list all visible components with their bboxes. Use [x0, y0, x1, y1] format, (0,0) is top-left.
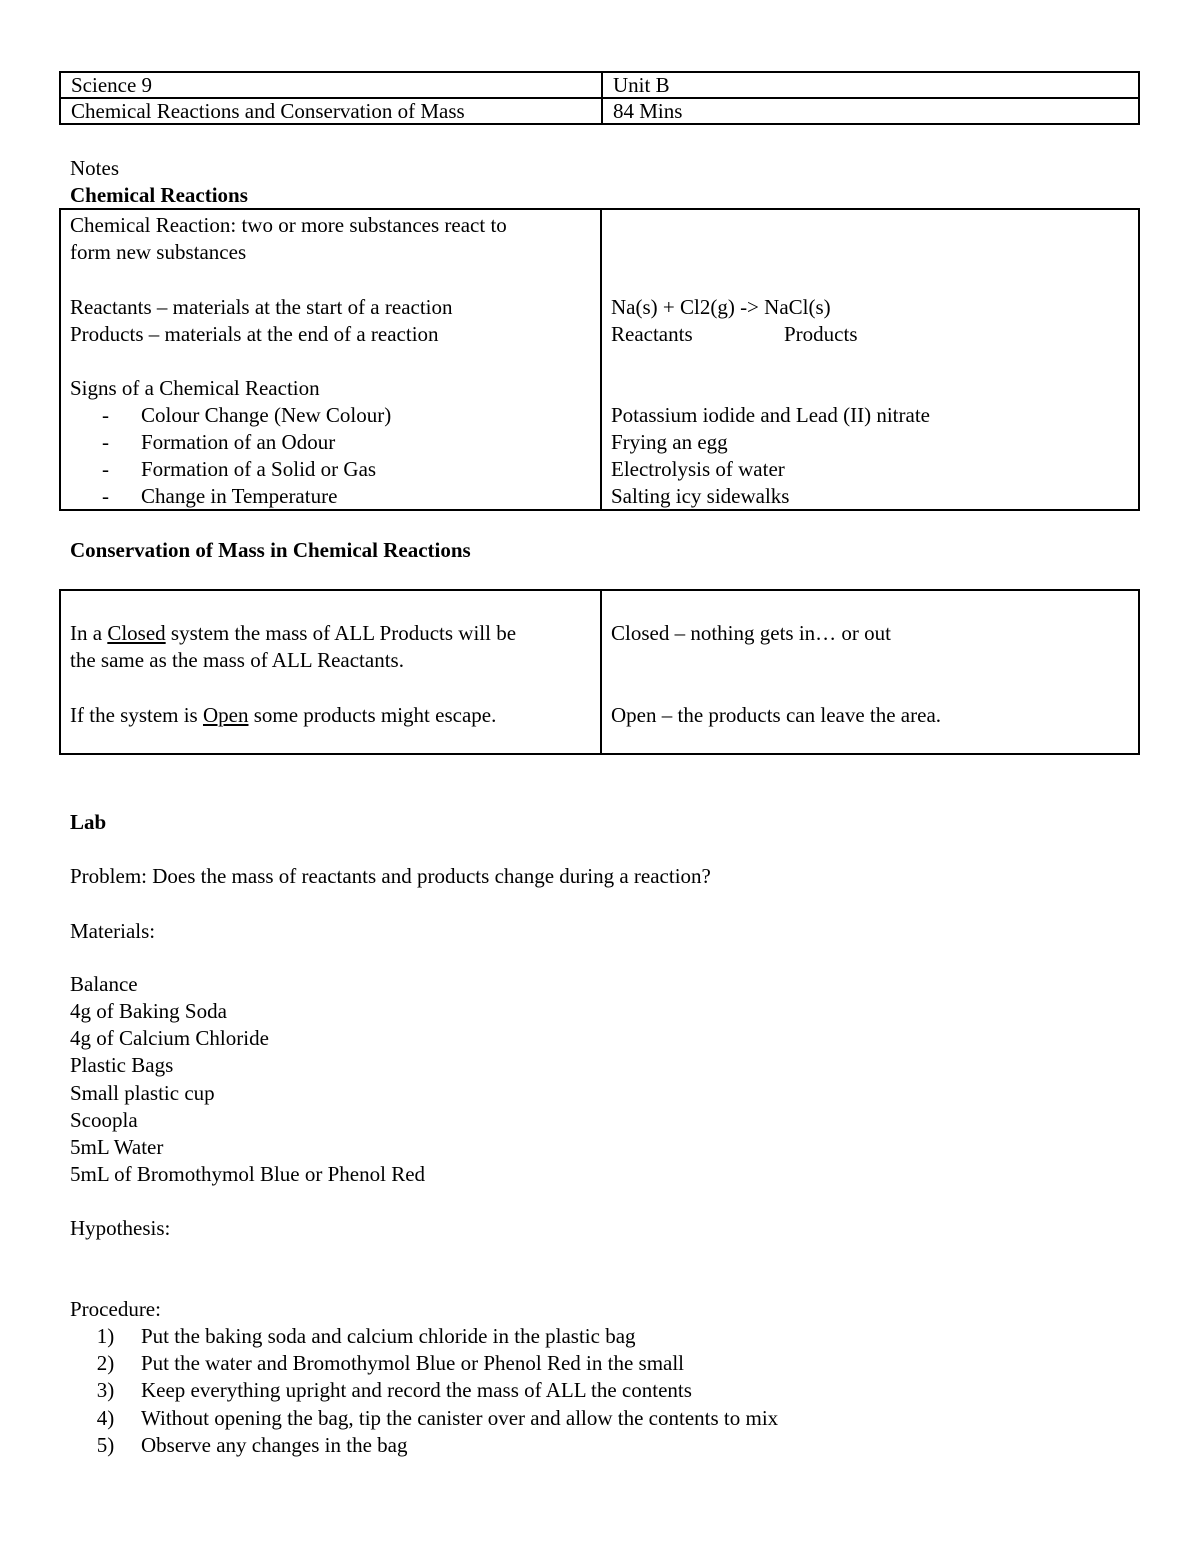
sign-text: Formation of a Solid or Gas — [141, 457, 377, 481]
chem-reactions-box — [59, 208, 1140, 511]
equation-reactants-label: Reactants — [611, 322, 693, 346]
course-cell: Science 9 — [60, 72, 602, 98]
conservation-box — [59, 589, 1140, 755]
definition-line-1: Chemical Reaction: two or more substances react to — [70, 213, 507, 237]
column-divider — [600, 591, 602, 753]
header-table — [59, 71, 1140, 125]
sign-item — [70, 402, 391, 429]
material-item: 5mL of Bromothymol Blue or Phenol Red — [70, 1162, 426, 1186]
step-number: 1) — [96, 1324, 115, 1348]
open-pre-text: If the system is — [70, 703, 203, 727]
equation: Na(s) + Cl2(g) -> NaCl(s) — [611, 295, 831, 319]
reactants-definition: Reactants – materials at the start of a reaction — [70, 295, 453, 319]
step-text: Put the baking soda and calcium chloride in the plastic bag — [141, 1324, 636, 1348]
procedure-step — [70, 1323, 636, 1350]
material-item: Scoopla — [70, 1108, 138, 1132]
header-row-2 — [60, 98, 1139, 124]
sign-example: Salting icy sidewalks — [611, 484, 790, 508]
closed-pre-text: In a — [70, 621, 108, 645]
hypothesis-label: Hypothesis: — [70, 1216, 171, 1240]
sign-example: Potassium iodide and Lead (II) nitrate — [611, 403, 930, 427]
procedure-step — [70, 1377, 692, 1404]
bullet-dash: - — [102, 403, 109, 427]
closed-system-line-2: the same as the mass of ALL Reactants. — [70, 648, 404, 672]
chem-reactions-heading: Chemical Reactions — [70, 183, 248, 207]
step-text: Put the water and Bromothymol Blue or Phenol Red in the small — [141, 1351, 685, 1375]
material-item: 5mL Water — [70, 1135, 164, 1159]
sign-item — [70, 429, 335, 456]
step-number: 5) — [96, 1433, 115, 1457]
closed-word: Closed — [107, 621, 166, 645]
notes-label: Notes — [70, 156, 119, 180]
header-row-1 — [60, 72, 1139, 98]
material-item: Plastic Bags — [70, 1053, 174, 1077]
step-number: 3) — [96, 1378, 115, 1402]
material-item: 4g of Baking Soda — [70, 999, 227, 1023]
procedure-step — [70, 1350, 684, 1377]
topic-cell: Chemical Reactions and Conservation of Mass — [60, 98, 602, 124]
sign-text: Change in Temperature — [141, 484, 338, 508]
procedure-label: Procedure: — [70, 1297, 161, 1321]
column-divider — [600, 210, 602, 509]
equation-products-label: Products — [784, 322, 858, 346]
sign-item — [70, 483, 337, 510]
step-text: Observe any changes in the bag — [141, 1433, 408, 1457]
sign-text: Formation of an Odour — [141, 430, 336, 454]
materials-label: Materials: — [70, 919, 156, 943]
definition-line-2: form new substances — [70, 240, 247, 264]
open-word: Open — [202, 703, 249, 727]
closed-definition: Closed – nothing gets in… or out — [611, 621, 891, 645]
bullet-dash: - — [102, 457, 109, 481]
conservation-heading: Conservation of Mass in Chemical Reactions — [70, 538, 471, 562]
problem-statement: Problem: Does the mass of reactants and products change during a reaction? — [70, 864, 711, 888]
lab-heading: Lab — [70, 810, 107, 834]
sign-example: Frying an egg — [611, 430, 728, 454]
open-definition: Open – the products can leave the area. — [611, 703, 942, 727]
sign-text: Colour Change (New Colour) — [141, 403, 392, 427]
duration-cell: 84 Mins — [602, 98, 1139, 124]
material-item: 4g of Calcium Chloride — [70, 1026, 269, 1050]
bullet-dash: - — [102, 430, 109, 454]
closed-post-text: system the mass of ALL Products will be — [165, 621, 517, 645]
sign-example: Electrolysis of water — [611, 457, 785, 481]
step-number: 4) — [96, 1406, 115, 1430]
unit-cell: Unit B — [602, 72, 1139, 98]
step-number: 2) — [96, 1351, 115, 1375]
material-item: Balance — [70, 972, 138, 996]
sign-item — [70, 456, 376, 483]
procedure-step — [70, 1405, 778, 1432]
material-item: Small plastic cup — [70, 1081, 215, 1105]
step-text: Without opening the bag, tip the canister over and allow the contents to mix — [141, 1406, 779, 1430]
procedure-step — [70, 1432, 408, 1459]
step-text: Keep everything upright and record the mass of ALL the contents — [141, 1378, 692, 1402]
bullet-dash: - — [102, 484, 109, 508]
products-definition: Products – materials at the end of a reaction — [70, 322, 439, 346]
closed-system-line-1 — [70, 620, 516, 647]
open-system-line — [70, 702, 496, 729]
signs-heading: Signs of a Chemical Reaction — [70, 376, 320, 400]
open-post-text: some products might escape. — [248, 703, 497, 727]
